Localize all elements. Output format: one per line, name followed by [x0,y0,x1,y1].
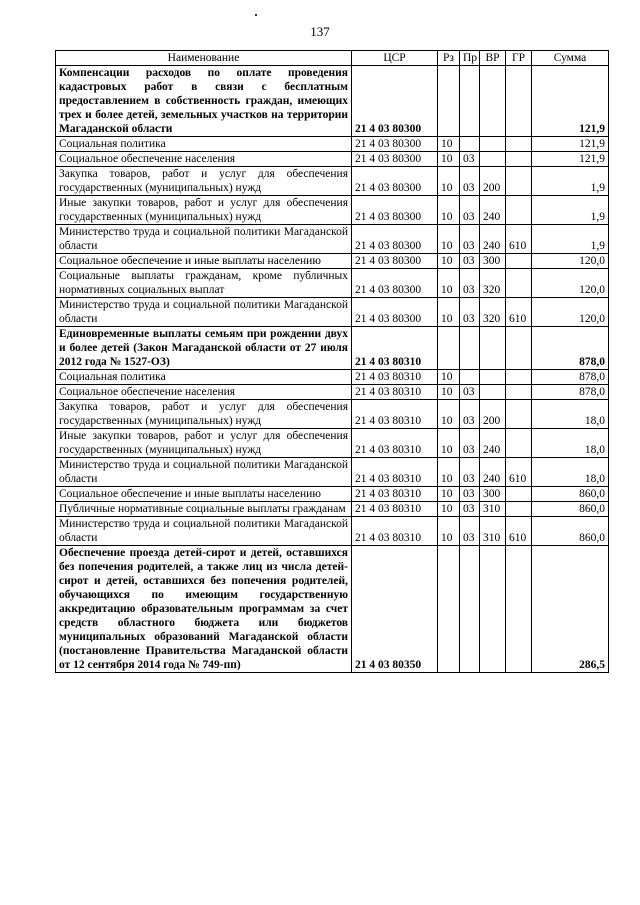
budget-table [55,50,609,673]
cell-pr: 03 [460,167,480,196]
scan-speck [255,14,257,16]
cell-name: Социальная политика [56,137,352,152]
cell-csr: 21 4 03 80300 [352,167,438,196]
cell-name: Социальное обеспечение населения [56,385,352,400]
table-row [56,517,609,546]
table-row [56,429,609,458]
header-sum: Сумма [532,51,609,66]
cell-vr [480,370,506,385]
cell-pr [460,327,480,370]
cell-rz [438,327,460,370]
cell-gr: 610 [506,517,532,546]
cell-sum: 860,0 [532,487,609,502]
cell-csr: 21 4 03 80310 [352,517,438,546]
cell-sum: 878,0 [532,385,609,400]
cell-vr: 310 [480,517,506,546]
cell-vr: 240 [480,458,506,487]
cell-csr: 21 4 03 80300 [352,196,438,225]
table-row [56,370,609,385]
cell-csr: 21 4 03 80350 [352,546,438,673]
cell-gr: 610 [506,298,532,327]
cell-pr: 03 [460,517,480,546]
cell-name: Министерство труда и социальной политики Магаданской области [56,517,352,546]
cell-rz: 10 [438,225,460,254]
cell-sum: 121,9 [532,137,609,152]
table-row [56,152,609,167]
cell-csr: 21 4 03 80300 [352,137,438,152]
cell-rz: 10 [438,254,460,269]
header-gr: ГР [506,51,532,66]
cell-rz: 10 [438,137,460,152]
header-name: Наименование [56,51,352,66]
cell-csr: 21 4 03 80300 [352,66,438,137]
cell-gr [506,487,532,502]
cell-gr [506,196,532,225]
cell-pr [460,66,480,137]
cell-pr: 03 [460,152,480,167]
cell-pr: 03 [460,269,480,298]
table-row [56,66,609,137]
cell-name: Министерство труда и социальной политики Магаданской области [56,225,352,254]
cell-sum: 1,9 [532,167,609,196]
cell-rz [438,66,460,137]
table-row [56,269,609,298]
cell-vr: 300 [480,487,506,502]
cell-vr: 310 [480,502,506,517]
cell-sum: 878,0 [532,370,609,385]
cell-sum: 1,9 [532,196,609,225]
table-row [56,167,609,196]
header-rz: Рз [438,51,460,66]
cell-vr: 200 [480,167,506,196]
cell-pr [460,137,480,152]
cell-rz: 10 [438,385,460,400]
cell-csr: 21 4 03 80310 [352,502,438,517]
cell-sum: 18,0 [532,458,609,487]
cell-gr [506,546,532,673]
page-number: 137 [310,24,330,39]
cell-sum: 120,0 [532,298,609,327]
cell-vr: 240 [480,196,506,225]
cell-name: Закупка товаров, работ и услуг для обеспечения государственных (муниципальных) нужд [56,400,352,429]
cell-csr: 21 4 03 80310 [352,429,438,458]
cell-rz: 10 [438,269,460,298]
cell-vr: 240 [480,429,506,458]
table-row [56,487,609,502]
header-pr: Пр [460,51,480,66]
cell-csr: 21 4 03 80310 [352,458,438,487]
table-row [56,385,609,400]
cell-gr [506,269,532,298]
table-header-row [56,51,609,66]
table-row [56,546,609,673]
cell-csr: 21 4 03 80310 [352,370,438,385]
cell-vr: 240 [480,225,506,254]
cell-sum: 121,9 [532,66,609,137]
cell-name: Компенсации расходов по оплате проведения кадастровых работ в связи с бесплатным предоставлением в собственность граждан, имеющих трех и более детей, земельных участков на территории Магаданской области [56,66,352,137]
cell-vr [480,327,506,370]
cell-sum: 860,0 [532,502,609,517]
cell-csr: 21 4 03 80310 [352,400,438,429]
cell-pr: 03 [460,225,480,254]
cell-gr [506,167,532,196]
cell-rz: 10 [438,400,460,429]
cell-sum: 878,0 [532,327,609,370]
cell-name: Социальная политика [56,370,352,385]
cell-name: Социальные выплаты гражданам, кроме публичных нормативных социальных выплат [56,269,352,298]
cell-vr [480,385,506,400]
cell-name: Иные закупки товаров, работ и услуг для обеспечения государственных (муниципальных) нужд [56,196,352,225]
cell-gr [506,137,532,152]
cell-pr: 03 [460,429,480,458]
cell-gr [506,66,532,137]
cell-gr [506,370,532,385]
cell-sum: 121,9 [532,152,609,167]
cell-rz: 10 [438,502,460,517]
cell-vr: 320 [480,269,506,298]
table-row [56,196,609,225]
cell-pr: 03 [460,502,480,517]
cell-sum: 860,0 [532,517,609,546]
cell-sum: 18,0 [532,429,609,458]
table-row [56,502,609,517]
cell-vr [480,66,506,137]
header-csr: ЦСР [352,51,438,66]
table-row [56,298,609,327]
cell-rz: 10 [438,196,460,225]
cell-sum: 286,5 [532,546,609,673]
cell-pr: 03 [460,385,480,400]
cell-vr: 200 [480,400,506,429]
header-vr: ВР [480,51,506,66]
cell-rz: 10 [438,429,460,458]
cell-pr: 03 [460,487,480,502]
cell-name: Министерство труда и социальной политики Магаданской области [56,298,352,327]
cell-rz: 10 [438,152,460,167]
cell-csr: 21 4 03 80300 [352,152,438,167]
cell-vr [480,546,506,673]
cell-rz: 10 [438,370,460,385]
cell-sum: 18,0 [532,400,609,429]
cell-name: Социальное обеспечение и иные выплаты населению [56,487,352,502]
cell-pr: 03 [460,254,480,269]
cell-gr [506,152,532,167]
cell-name: Социальное обеспечение населения [56,152,352,167]
cell-gr: 610 [506,458,532,487]
cell-sum: 120,0 [532,254,609,269]
cell-name: Министерство труда и социальной политики Магаданской области [56,458,352,487]
table-row [56,137,609,152]
cell-gr [506,400,532,429]
cell-pr: 03 [460,298,480,327]
cell-rz: 10 [438,487,460,502]
cell-gr [506,327,532,370]
cell-name: Единовременные выплаты семьям при рождении двух и более детей (Закон Магаданской области от 27 июля 2012 года № 1527-ОЗ) [56,327,352,370]
cell-rz: 10 [438,458,460,487]
cell-csr: 21 4 03 80310 [352,487,438,502]
cell-pr: 03 [460,458,480,487]
cell-csr: 21 4 03 80310 [352,327,438,370]
cell-rz: 10 [438,167,460,196]
cell-gr [506,254,532,269]
cell-gr [506,429,532,458]
table-row [56,400,609,429]
cell-pr: 03 [460,400,480,429]
cell-rz: 10 [438,517,460,546]
cell-name: Закупка товаров, работ и услуг для обеспечения государственных (муниципальных) нужд [56,167,352,196]
cell-vr [480,152,506,167]
cell-csr: 21 4 03 80300 [352,269,438,298]
cell-pr [460,546,480,673]
cell-name: Публичные нормативные социальные выплаты гражданам [56,502,352,517]
cell-rz: 10 [438,298,460,327]
cell-pr [460,370,480,385]
table-row [56,458,609,487]
cell-rz [438,546,460,673]
cell-csr: 21 4 03 80310 [352,385,438,400]
cell-gr: 610 [506,225,532,254]
table-row [56,327,609,370]
cell-vr: 300 [480,254,506,269]
cell-name: Обеспечение проезда детей-сирот и детей, оставшихся без попечения родителей, а также лиц из числа детей-сирот и детей, оставшихся без попечения родителей, обучающихся по имеющим государственную аккредитацию образовательным программам за счет средств областного бюджета или бюджетов муниципальных образований Магаданской области (постановление Правительства Магаданской области от 12 сентября 2014 года № 749-пп) [56,546,352,673]
table-row [56,225,609,254]
cell-csr: 21 4 03 80300 [352,298,438,327]
cell-csr: 21 4 03 80300 [352,225,438,254]
cell-name: Социальное обеспечение и иные выплаты населению [56,254,352,269]
cell-gr [506,385,532,400]
cell-sum: 1,9 [532,225,609,254]
table-row [56,254,609,269]
cell-csr: 21 4 03 80300 [352,254,438,269]
cell-gr [506,502,532,517]
cell-sum: 120,0 [532,269,609,298]
cell-pr: 03 [460,196,480,225]
cell-vr: 320 [480,298,506,327]
cell-vr [480,137,506,152]
table-body [56,66,609,673]
cell-name: Иные закупки товаров, работ и услуг для обеспечения государственных (муниципальных) нужд [56,429,352,458]
